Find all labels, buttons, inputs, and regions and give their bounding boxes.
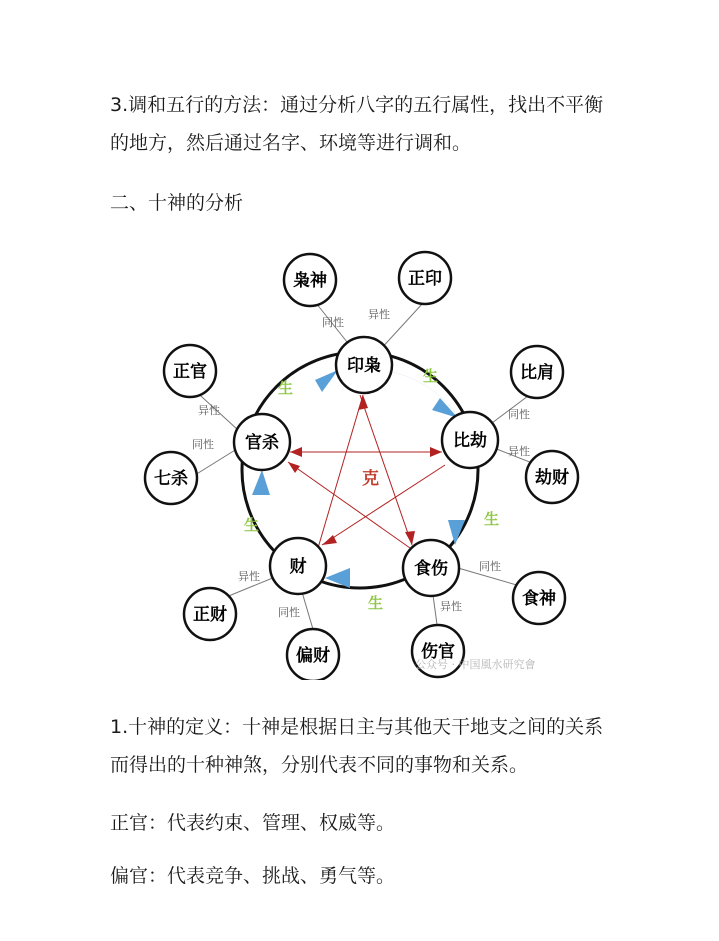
rel-label-qisha: 同性 <box>192 438 214 451</box>
ke-arrowhead-guan <box>290 447 302 457</box>
rel-label-shishen: 同性 <box>479 560 501 573</box>
ke-line-guan-shi <box>288 462 410 548</box>
ke-arrowhead-bi <box>430 447 442 457</box>
sheng-label-3: 生 <box>484 510 500 528</box>
sheng-arrowhead-4 <box>252 470 270 495</box>
definition-line-1: 1.十神的定义：十神是根据日主与其他天干地支之间的关系 <box>110 716 604 738</box>
svg-text:七杀: 七杀 <box>154 469 188 489</box>
svg-text:官杀: 官杀 <box>245 433 279 453</box>
ke-arrowhead-guan-2 <box>288 462 300 473</box>
svg-text:印枭: 印枭 <box>347 356 381 376</box>
item-zhengguan: 正官：代表约束、管理、权威等。 <box>110 812 396 834</box>
node-shishang <box>403 540 459 596</box>
rel-label-zhengguan: 异性 <box>198 404 220 417</box>
svg-text:比肩: 比肩 <box>520 363 554 383</box>
svg-text:正印: 正印 <box>408 269 442 289</box>
svg-text:正官: 正官 <box>173 362 207 382</box>
node-yinxiao <box>336 337 392 393</box>
definition-paragraph <box>110 708 630 784</box>
rel-label-xiao: 同性 <box>322 316 344 329</box>
rel-label-bijian: 同性 <box>508 408 530 421</box>
ke-label: 克 <box>362 469 379 489</box>
intro-line-1: 3.调和五行的方法：通过分析八字的五行属性，找出不平衡 <box>110 94 604 116</box>
ke-line-bi-cai <box>322 465 445 545</box>
node-jiecai <box>526 451 578 503</box>
node-bijian <box>511 346 563 398</box>
ke-line-yin-cai <box>318 395 363 548</box>
intro-paragraph <box>110 86 630 162</box>
sheng-label-4: 生 <box>368 594 384 612</box>
node-bijie <box>442 412 498 468</box>
node-piancai <box>287 629 339 680</box>
svg-text:伤官: 伤官 <box>421 642 455 662</box>
sheng-arrowhead-5 <box>315 370 338 392</box>
svg-text:劫财: 劫财 <box>535 468 569 488</box>
svg-text:枭神: 枭神 <box>293 271 327 291</box>
sheng-label-2: 生 <box>423 367 439 385</box>
rel-label-piancai: 同性 <box>278 606 300 619</box>
svg-text:正财: 正财 <box>193 605 227 625</box>
svg-text:财: 财 <box>289 557 307 577</box>
node-qisha <box>145 452 197 504</box>
ten-gods-diagram <box>130 240 590 680</box>
item-pianguan: 偏官：代表竞争、挑战、勇气等。 <box>110 865 396 887</box>
svg-text:食神: 食神 <box>522 589 556 609</box>
sheng-label-1: 生 <box>278 379 294 397</box>
node-cai <box>270 538 326 594</box>
rel-label-shangguan: 异性 <box>440 600 462 613</box>
svg-text:比劫: 比劫 <box>453 431 487 451</box>
rel-label-jiecai: 异性 <box>508 445 530 458</box>
node-zhengyin <box>399 252 451 304</box>
svg-text:偏财: 偏财 <box>296 646 330 666</box>
node-guansha <box>234 414 290 470</box>
ke-arrowhead-shi <box>405 531 415 545</box>
rel-label-zhengyin: 异性 <box>368 308 390 321</box>
rel-label-zhengcai: 异性 <box>238 570 260 583</box>
node-zhengcai <box>184 588 236 640</box>
intro-line-2: 的地方，然后通过名字、环境等进行调和。 <box>110 132 472 154</box>
definition-line-2: 而得出的十种神煞，分别代表不同的事物和关系。 <box>110 754 529 776</box>
svg-text:食伤: 食伤 <box>414 559 448 579</box>
sheng-arrowhead-2 <box>448 520 465 545</box>
watermark: 公众号 · 中国風水研究會 <box>415 658 536 671</box>
node-shishen <box>513 572 565 624</box>
node-zhengguan <box>164 345 216 397</box>
sheng-label-5: 生 <box>244 516 260 534</box>
node-xiaoshen <box>284 254 336 306</box>
section-title: 二、十神的分析 <box>110 192 244 214</box>
